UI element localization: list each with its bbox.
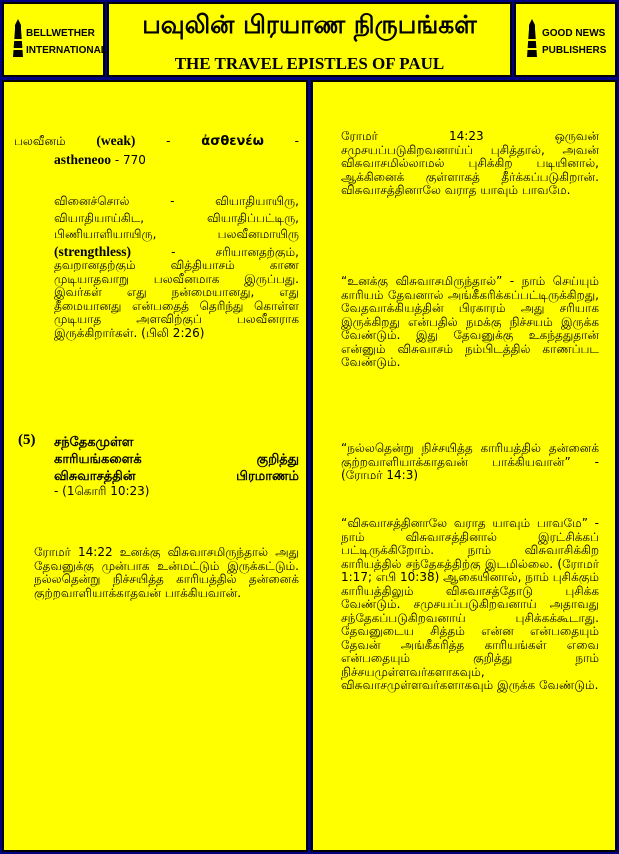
right-logo-box xyxy=(514,2,617,77)
definition-para-rest xyxy=(54,245,299,341)
definition-para-line3: பிணியாளியாயிரு, பலவீனமாயிரு xyxy=(54,227,299,241)
blessed-paragraph: “நல்லதென்று நிச்சயித்த காரியத்தில் தன்னைக் குற்றவாளியாக்காதவன் பாக்கியவான்” - (ரோமர் 14:3) xyxy=(341,441,599,482)
lighthouse-icon xyxy=(526,18,538,58)
definition-dash2: - xyxy=(294,134,299,148)
publisher-right-line1: GOOD NEWS xyxy=(542,28,606,39)
title-box xyxy=(107,2,512,77)
if-you-have-faith-paragraph: “உனக்கு விசுவாசமிருந்தால்” - நாம் செய்யும் காரியம் தேவனால் அங்கீகரிக்கப்பட்டிருக்கிறது, வேதவாக்கியத்தின் பிரகாரம் அது சரியாக இருக்கிறது என்பதில் நமக்கு நிச்சயம் இருக்க வேண்டும். இது தேவனுக்கு உகந்ததுதான் என்னும் விசுவாசம் நம்பிடத்தில் காணப்பட வேண்டும். xyxy=(341,274,599,369)
bellwether-logo xyxy=(4,4,107,75)
section-title-line1: சந்தேகமுள்ள xyxy=(54,435,134,450)
definition-para-text: - சரியானதற்கும், தவறானதற்கும் வித்தியாசம் காண முடியாதவாறு பலவீனமாக இருப்பது. இவர்கள் எது நன்மையானது, எது தீமையானது என்பதைத் தெரிந்து கொள்ள முடியாத அளவிற்குப் பலவீனராக இருக்கிறார்கள். (பிலி 2:26) xyxy=(54,244,299,340)
definition-tamil-word: பலவீனம் xyxy=(14,134,66,148)
romans-14-22-paragraph: ரோமர் 14:22 உனக்கு விசுவாசமிருந்தால் அது தேவனுக்கு முன்பாக உன்மட்டும் இருக்கட்டும். நல்லதென்று நிச்சயித்த காரியத்தில் தன்னைக் குற்றவாளியாக்காதவன் பாக்கியவான். xyxy=(34,545,299,600)
definition-greek-word: ἀσθενέω xyxy=(201,134,264,149)
title-tamil: பவுலின் பிரயாண நிருபங்கள் xyxy=(142,10,477,39)
strengthless-word: (strengthless) xyxy=(54,243,131,259)
definition-para-line2: வியாதியாய்கிட, வியாதிப்பட்டிரு, xyxy=(54,210,299,225)
section-number: (5) xyxy=(18,432,36,448)
publisher-left-line2: INTERNATIONAL xyxy=(26,45,107,56)
definition-strong-number: - 770 xyxy=(114,152,146,167)
whatsoever-paragraph: “விசுவாசத்தினாலே வராத யாவும் பாவமே” - நாம் விசுவாசத்தினால் இரட்சிக்கப் பட்டிருக்கிறோம். நாம் விசுவாசிக்கிற காரியத்தில் சந்தேகத்திற்கு இடமில்லை. (ரோமர் 1:17; எபி 10:38) ஆகையினால், நாம் புசிக்கும் காரியத்திலும் விசுவாசத்தோடு புசிக்க வேண்டும். சமுசயப்படுகிறவனாய் அதாவது சந்தேகப்படுகிறவனாய் புசிக்கக்கூடாது. தேவனுடைய சித்தம் என்ன என்பதையும் தேவன் அங்கீகரித்த காரியங்கள் எவை என்பதையும் குறித்து நாம் நிச்சயமுள்ளவர்களாகவும், விசுவாசமுள்ளவர்களாகவும் இருக்க வேண்டும். xyxy=(341,516,599,692)
section-heading xyxy=(18,434,299,499)
definition-line2 xyxy=(14,153,299,168)
definition-dash: - xyxy=(166,134,171,148)
publisher-right-line2: PUBLISHERS xyxy=(542,45,607,56)
section-title-line2: காரியங்களைக் குறித்து xyxy=(54,452,299,467)
title-english: THE TRAVEL EPISTLES OF PAUL xyxy=(174,54,445,73)
definition-paragraph xyxy=(54,195,299,340)
definition-transliteration: astheneoo xyxy=(54,151,111,167)
definition-english-word: (weak) xyxy=(96,133,136,148)
definition-line1 xyxy=(14,134,299,149)
publisher-left-line1: BELLWETHER xyxy=(26,28,95,39)
section-title xyxy=(54,434,299,485)
definition-block xyxy=(14,134,299,167)
romans-14-23-paragraph: ரோமர் 14:23 ஒருவன் சமுசயப்படுகிறவனாய்ப் புசித்தால், அவன் விசுவாசமில்லாமல் புசிக்கிற படியினால், ஆக்கினைக் குள்ளாகத் தீர்க்கப்படுகிறான். விசுவாசத்தினாலே வராத யாவும் பாவமே. xyxy=(341,129,599,197)
left-column xyxy=(2,80,308,852)
section-reference: - (1கொரி 10:23) xyxy=(54,484,150,498)
definition-para-line1: வினைச்சொல் - வியாதியாயிரு, xyxy=(54,194,299,208)
right-column xyxy=(311,80,617,852)
section-title-line3: விசுவாசத்தின் பிரமாணம் xyxy=(54,469,299,484)
good-news-logo xyxy=(516,4,615,75)
left-logo-box xyxy=(2,2,105,77)
lighthouse-icon xyxy=(12,18,24,58)
